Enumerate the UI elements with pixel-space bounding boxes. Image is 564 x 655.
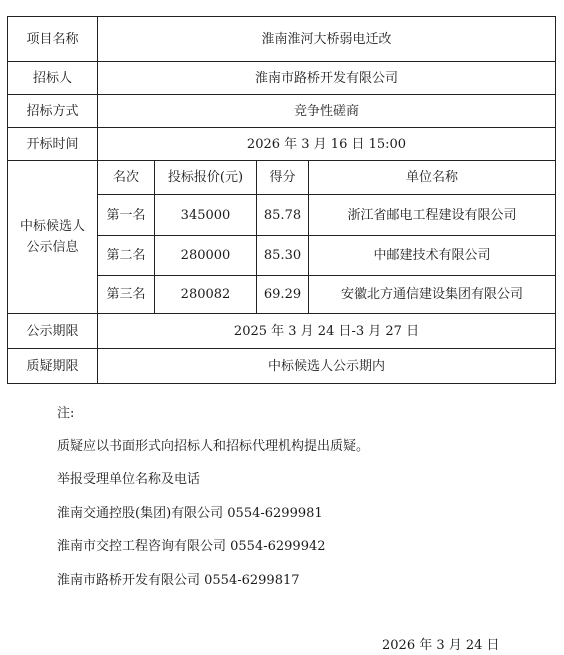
publicity-value: 2025 年 3 月 24 日-3 月 27 日 — [98, 314, 556, 349]
candidate-company: 浙江省邮电工程建设有限公司 — [309, 195, 556, 236]
candidates-label — [8, 161, 98, 314]
candidate-score: 85.30 — [257, 236, 309, 276]
candidate-score: 69.29 — [257, 276, 309, 314]
publish-date: 2026 年 3 月 24 日 — [382, 638, 500, 653]
candidate-rank: 第二名 — [98, 236, 155, 276]
project-label: 项目名称 — [8, 17, 98, 62]
header-score: 得分 — [257, 161, 309, 195]
candidate-company: 中邮建技术有限公司 — [309, 236, 556, 276]
method-label: 招标方式 — [8, 95, 98, 128]
candidate-price: 280000 — [155, 236, 257, 276]
row-project — [8, 17, 556, 62]
tenderer-value: 淮南市路桥开发有限公司 — [98, 62, 556, 95]
candidate-price: 280082 — [155, 276, 257, 314]
candidates-header-row — [8, 161, 556, 195]
publicity-label: 公示期限 — [8, 314, 98, 349]
row-tenderer — [8, 62, 556, 95]
candidates-label-line2: 公示信息 — [26, 240, 79, 255]
candidate-score: 85.78 — [257, 195, 309, 236]
open-time-label: 开标时间 — [8, 128, 98, 161]
open-time-value: 2026 年 3 月 16 日 15:00 — [98, 128, 556, 161]
bid-result-table — [7, 16, 556, 384]
notes-line: 淮南交通控股(集团)有限公司 0554-6299981 — [57, 506, 323, 521]
header-price: 投标报价(元) — [155, 161, 257, 195]
row-query — [8, 349, 556, 384]
header-rank: 名次 — [98, 161, 155, 195]
row-publicity — [8, 314, 556, 349]
tenderer-label: 招标人 — [8, 62, 98, 95]
query-value: 中标候选人公示期内 — [98, 349, 556, 384]
query-label: 质疑期限 — [8, 349, 98, 384]
notes-line: 淮南市路桥开发有限公司 0554-6299817 — [57, 573, 300, 588]
candidate-company: 安徽北方通信建设集团有限公司 — [309, 276, 556, 314]
row-method — [8, 95, 556, 128]
candidate-price: 345000 — [155, 195, 257, 236]
row-open-time — [8, 128, 556, 161]
candidates-label-line1: 中标候选人 — [19, 219, 85, 234]
notes-line: 质疑应以书面形式向招标人和招标代理机构提出质疑。 — [57, 439, 370, 454]
notes-heading: 注: — [57, 406, 75, 421]
candidate-rank: 第三名 — [98, 276, 155, 314]
notes-line: 举报受理单位名称及电话 — [57, 472, 201, 487]
method-value: 竞争性磋商 — [98, 95, 556, 128]
header-company: 单位名称 — [309, 161, 556, 195]
notes-line: 淮南市交控工程咨询有限公司 0554-6299942 — [57, 539, 326, 554]
project-value: 淮南淮河大桥弱电迁改 — [98, 17, 556, 62]
candidate-rank: 第一名 — [98, 195, 155, 236]
